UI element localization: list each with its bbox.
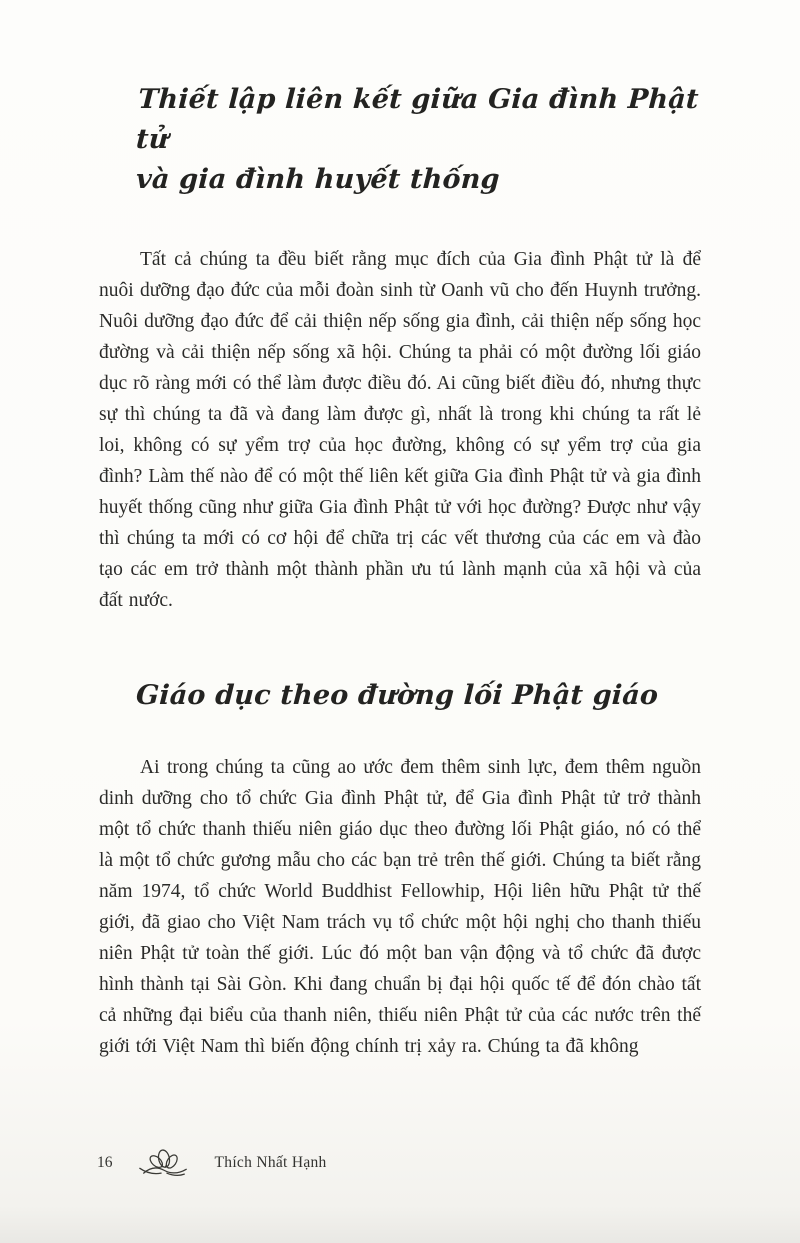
section-paragraph-2: Ai trong chúng ta cũng ao ước đem thêm sinh lực, đem thêm nguồn dinh dưỡng cho tổ chức Gia đình Phật tử, để Gia đình Phật tử trở thành một tổ chức thanh thiếu niên giáo dục theo đường lối Phật giáo, nó có thể là một tổ chức gương mẫu cho các bạn trẻ trên thế giới. Chúng ta biết rằng năm 1974, tổ chức World Buddhist Fellowhip, Hội liên hữu Phật tử thế giới, đã giao cho Việt Nam trách vụ tổ chức một hội nghị cho thanh thiếu niên Phật tử toàn thế giới. Lúc đó một ban vận động và tổ chức đã được hình thành tại Sài Gòn. Khi đang chuẩn bị đại hội quốc tế để đón chào tất cả những đại biểu của thanh niên, thiếu niên Phật tử của các nước trên thế giới tới Việt Nam thì biến động chính trị xảy ra. Chúng ta đã không bbox=[99, 756, 701, 1057]
page-number: 16 bbox=[97, 1154, 113, 1171]
section-heading-1-line-2: và gia đình huyết thống bbox=[135, 163, 501, 195]
page-footer bbox=[97, 1146, 327, 1180]
section-heading-2-line-1: Giáo dục theo đường lối Phật giáo bbox=[135, 679, 660, 711]
section-paragraph-1: Tất cả chúng ta đều biết rằng mục đích của Gia đình Phật tử là để nuôi dưỡng đạo đức của mỗi đoàn sinh từ Oanh vũ cho đến Huynh trưởng. Nuôi dưỡng đạo đức để cải thiện nếp sống gia đình, cải thiện nếp sống học đường và cải thiện nếp sống xã hội. Chúng ta phải có một đường lối giáo dục rõ ràng mới có thể làm được điều đó. Ai cũng biết điều đó, nhưng thực sự thì chúng ta đã và đang làm được gì, nhất là trong khi chúng ta rất lẻ loi, không có sự yểm trợ của học đường, không có sự yểm trợ của gia đình? Làm thế nào để có một thế liên kết giữa Gia đình Phật tử và gia đình huyết thống cũng như giữa Gia đình Phật tử với học đường? Được như vậy thì chúng ta mới có cơ hội để chữa trị các vết thương của các em và đào tạo các em trở thành một thành phần ưu tú lành mạnh của xã hội và của đất nước. bbox=[99, 248, 701, 611]
section-heading-1 bbox=[99, 80, 701, 200]
flower-ornament-icon bbox=[135, 1147, 193, 1179]
section-heading-2 bbox=[99, 676, 701, 716]
section-heading-1-line-1: Thiết lập liên kết giữa Gia đình Phật tử bbox=[135, 84, 700, 155]
running-footer-author: Thích Nhất Hạnh bbox=[214, 1154, 327, 1171]
